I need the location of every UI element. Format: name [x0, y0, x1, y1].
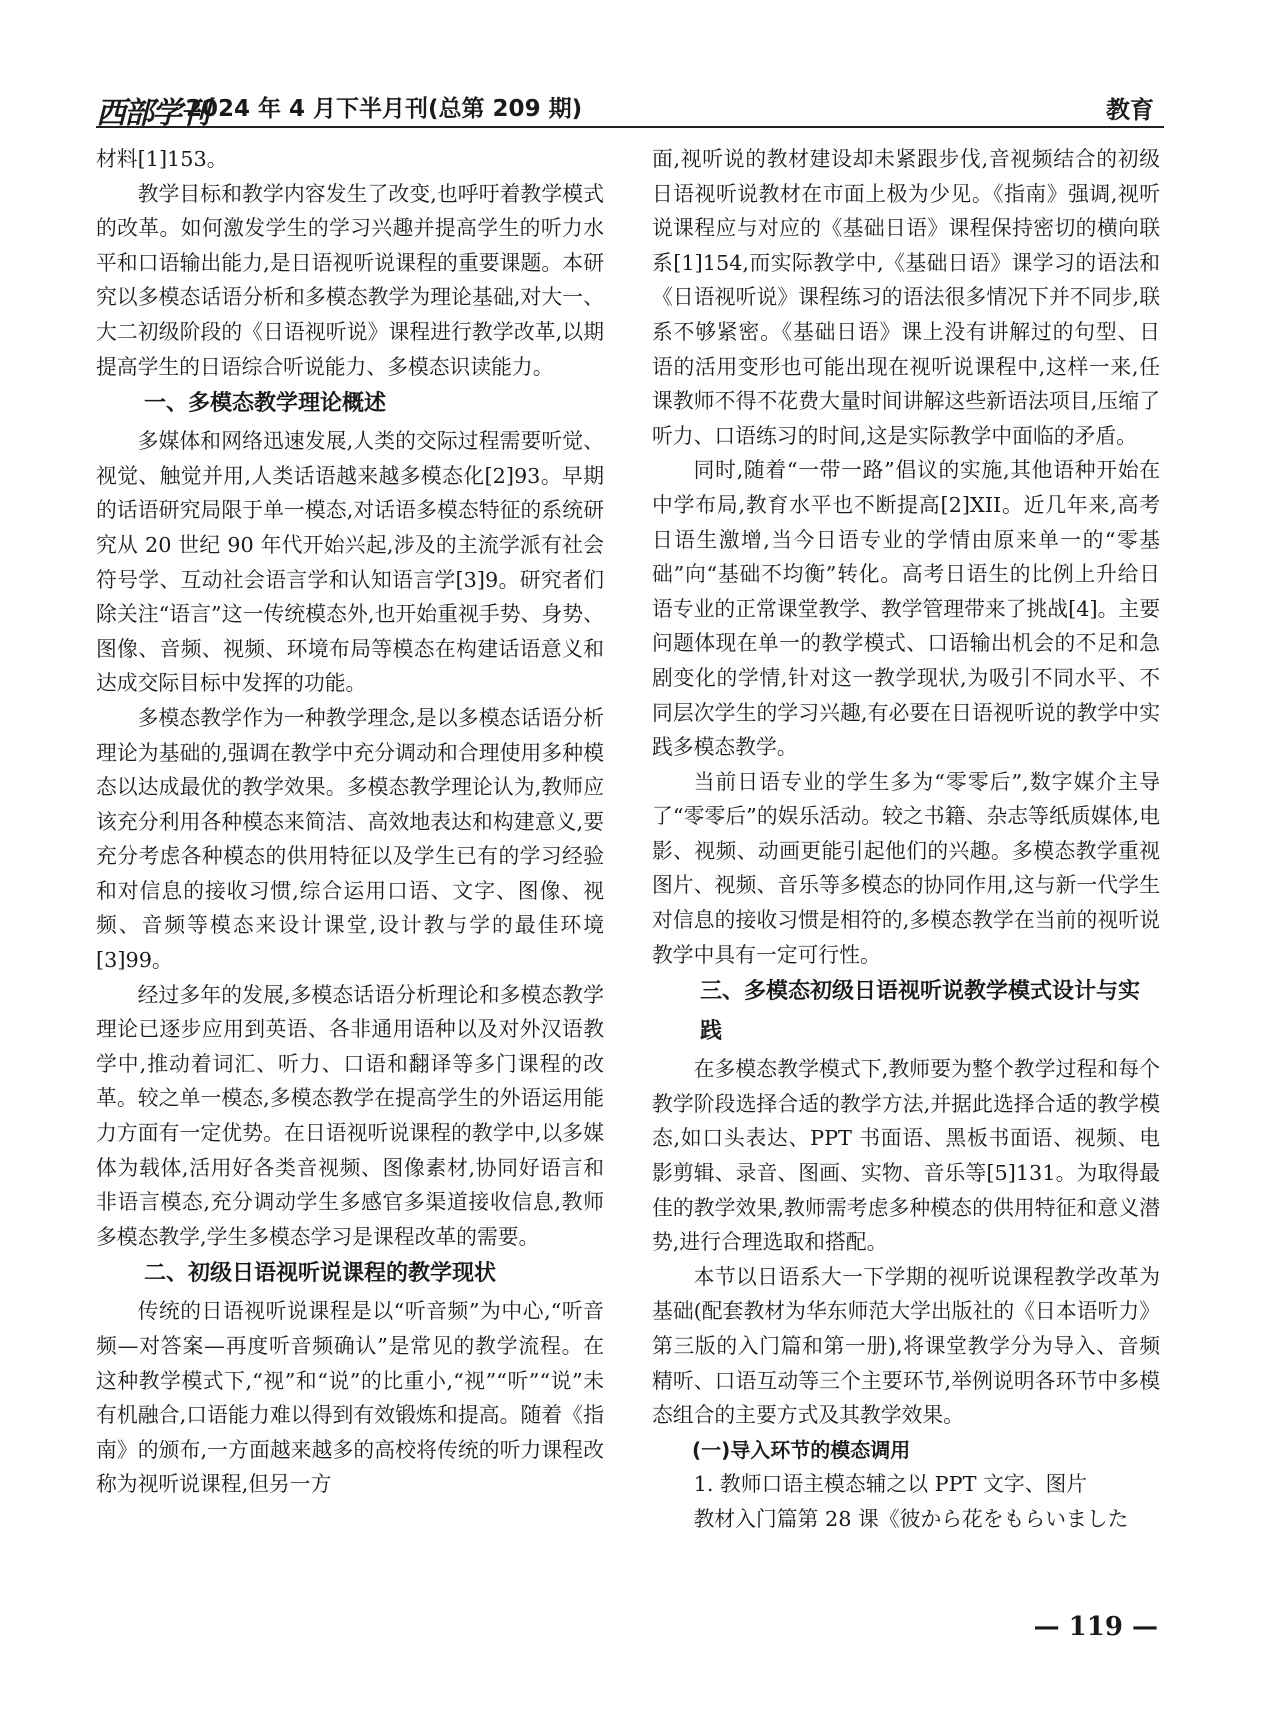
- section-label: 教育: [1106, 96, 1154, 124]
- subsection-heading: (一)导入环节的模态调用: [692, 1437, 911, 1462]
- paragraph: 当前日语专业的学生多为“零零后”,数字媒介主导了“零零后”的娱乐活动。较之书籍、杂志等纸质媒体,电影、视频、动画更能引起他们的兴趣。多模态教学重视图片、视频、音乐等多模态的协同作用,这与新一代学生对信息的接收习惯是相符的,多模态教学在当前的视听说教学中具有一定可行性。: [652, 769, 1160, 967]
- section-heading: 二、初级日语视听说课程的教学现状: [144, 1261, 497, 1287]
- paragraph: 经过多年的发展,多模态话语分析理论和多模态教学理论已逐步应用到英语、各非通用语种以及对外汉语教学中,推动着词汇、听力、口语和翻译等多门课程的改革。较之单一模态,多模态教学在提高学生的外语运用能力方面有一定优势。在日语视听说课程的教学中,以多媒体为载体,活用好各类音视频、图像素材,协同好语言和非语言模态,充分调动学生多感官多渠道接收信息,教师多模态教学,学生多模态学习是课程改革的需要。: [96, 982, 604, 1249]
- right-column: [652, 142, 1160, 1562]
- paragraph: 教材入门篇第 28 课《彼から花をもらいました: [693, 1506, 1129, 1531]
- page-number: — 119 —: [1033, 1612, 1158, 1642]
- left-column: [96, 142, 604, 1562]
- issue-info: 2024 年 4 月下半月刊(总第 209 期): [186, 96, 583, 122]
- paragraph: 多模态教学作为一种教学理念,是以多模态话语分析理论为基础的,强调在教学中充分调动和合理使用多种模态以达成最优的教学效果。多模态教学理论认为,教师应该充分利用各种模态来简洁、高效地表达和构建意义,要充分考虑各种模态的供用特征以及学生已有的学习经验和对信息的接收习惯,综合运用口语、文字、图像、视频、音频等模态来设计课堂,设计教与学的最佳环境[3]99。: [96, 705, 604, 973]
- paragraph: 同时,随着“一带一路”倡议的实施,其他语种开始在中学布局,教育水平也不断提高[2]XII。近几年来,高考日语生激增,当今日语专业的学情由原来单一的“零基础”向“基础不均衡”转化。高考日语生的比例上升给日语专业的正常课堂教学、教学管理带来了挑战[4]。主要问题体现在单一的教学模式、口语输出机会的不足和急剧变化的学情,针对这一教学现状,为吸引不同水平、不同层次学生的学习兴趣,有必要在日语视听说的教学中实践多模态教学。: [652, 458, 1160, 760]
- page-header: [96, 86, 1164, 131]
- paragraph: 在多模态教学模式下,教师要为整个教学过程和每个教学阶段选择合适的教学方法,并据此选择合适的教学模态,如口头表达、PPT 书面语、黑板书面语、视频、电影剪辑、录音、图画、实物、音乐等[5]131。为取得最佳的教学效果,教师需考虑多种模态的供用特征和意义潜势,进行合理选取和搭配。: [652, 1057, 1160, 1255]
- header-rule: [96, 126, 1164, 128]
- journal-logo: 西部学刊: [96, 96, 208, 131]
- paragraph: 1. 教师口语主模态辅之以 PPT 文字、图片: [693, 1472, 1088, 1497]
- paragraph: 本节以日语系大一下学期的视听说课程教学改革为基础(配套教材为华东师范大学出版社的《日本语听力》第三版的入门篇和第一册),将课堂教学分为导入、音频精听、口语互动等三个主要环节,举例说明各环节中多模态组合的主要方式及其教学效果。: [652, 1264, 1160, 1428]
- section-heading: 三、多模态初级日语视听说教学模式设计与实践: [700, 979, 1141, 1045]
- paragraph: 材料[1]153。: [96, 147, 228, 171]
- section-heading: 一、多模态教学理论概述: [144, 391, 387, 417]
- paragraph: 教学目标和教学内容发生了改变,也呼吁着教学模式的改革。如何激发学生的学习兴趣并提高学生的听力水平和口语输出能力,是日语视听说课程的重要课题。本研究以多模态话语分析和多模态教学为理论基础,对大一、大二初级阶段的《日语视听说》课程进行教学改革,以期提高学生的日语综合听说能力、多模态识读能力。: [96, 181, 604, 379]
- paragraph: 多媒体和网络迅速发展,人类的交际过程需要听觉、视觉、触觉并用,人类话语越来越多模态化[2]93。早期的话语研究局限于单一模态,对话语多模态特征的系统研究从 20 世纪 90 年代开始兴起,涉及的主流学派有社会符号学、互动社会语言学和认知语言学[3]9。研究者们除关注“语言”这一传统模态外,也开始重视手势、身势、图像、音频、视频、环境布局等模态在构建话语意义和达成交际目标中发挥的功能。: [96, 429, 604, 696]
- paragraph: 传统的日语视听说课程是以“听音频”为中心,“听音频—对答案—再度听音频确认”是常见的教学流程。在这种教学模式下,“视”和“说”的比重小,“视”“听”“说”未有机融合,口语能力难以得到有效锻炼和提高。随着《指南》的颁布,一方面越来越多的高校将传统的听力课程改称为视听说课程,但另一方: [96, 1299, 604, 1497]
- paragraph: 面,视听说的教材建设却未紧跟步伐,音视频结合的初级日语视听说教材在市面上极为少见。《指南》强调,视听说课程应与对应的《基础日语》课程保持密切的横向联系[1]154,而实际教学中,《基础日语》课学习的语法和《日语视听说》课程练习的语法很多情况下并不同步,联系不够紧密。《基础日语》课上没有讲解过的句型、日语的活用变形也可能出现在视听说课程中,这样一来,任课教师不得不花费大量时间讲解这些新语法项目,压缩了听力、口语练习的时间,这是实际教学中面临的矛盾。: [652, 147, 1160, 448]
